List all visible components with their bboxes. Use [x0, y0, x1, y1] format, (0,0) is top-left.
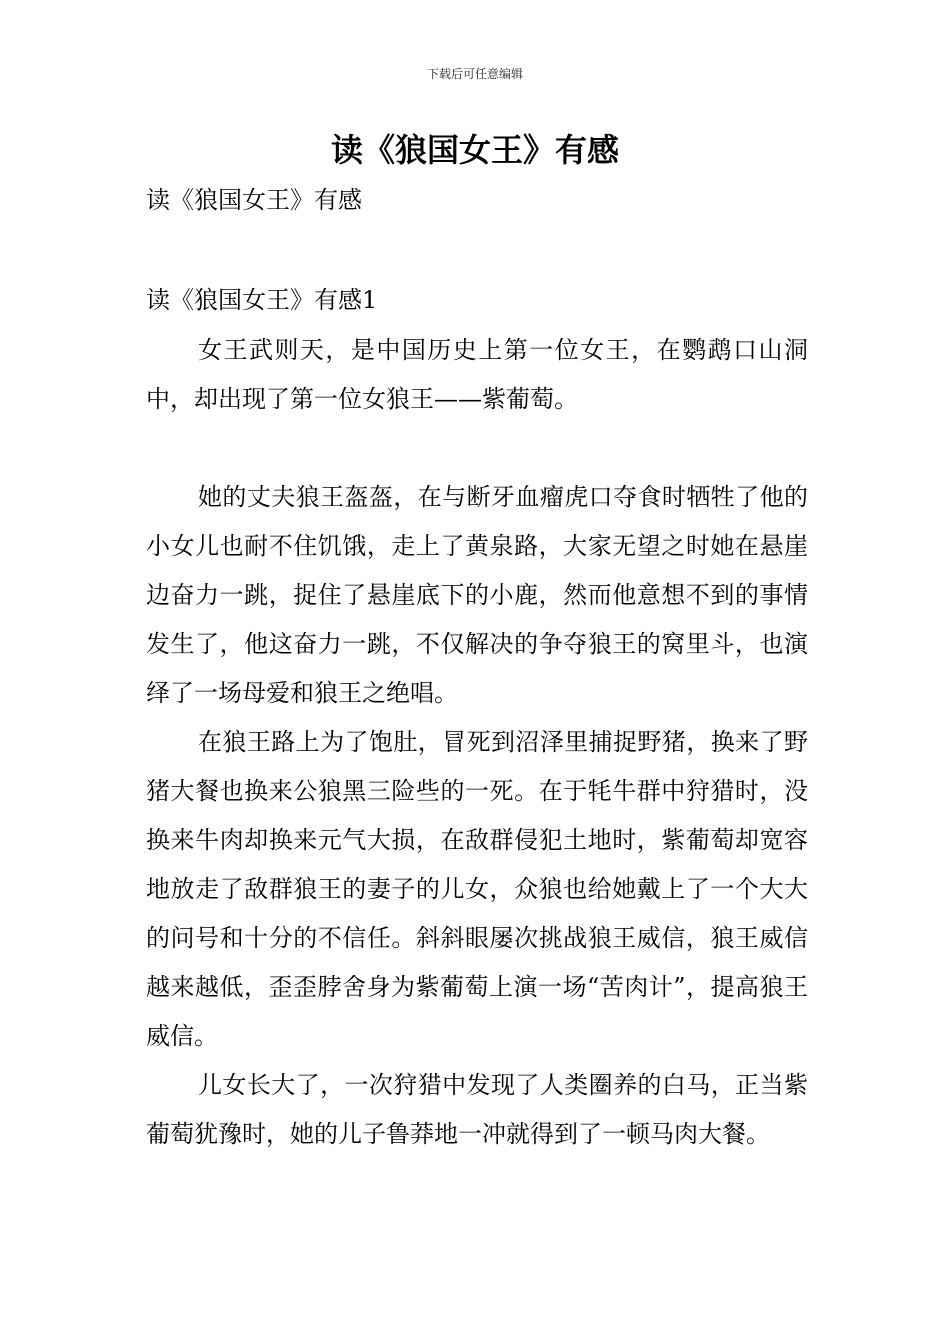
section-heading: 读《狼国女王》有感1 — [146, 286, 378, 314]
document-title: 读《狼国女王》有感 — [330, 131, 619, 169]
body-text — [146, 326, 808, 1159]
paragraph-3: 在狼王路上为了饱肚，冒死到沼泽里捕捉野猪，换来了野猪大餐也换来公狼黑三险些的一死。在于牦牛群中狩猎时，没换来牛肉却换来元气大损，在敌群侵犯土地时，紫葡萄却宽容地放走了敌群狼王的妻子的儿女，众狼也给她戴上了一个大大的问号和十分的不信任。斜斜眼屡次挑战狼王威信，狼王威信越来越低，歪歪脖舍身为紫葡萄上演一场“苦肉计”，提高狼王威信。 — [146, 728, 808, 1050]
paragraph-2: 她的丈夫狼王盔盔，在与断牙血瘤虎口夺食时牺牲了他的小女儿也耐不住饥饿，走上了黄泉路，大家无望之时她在悬崖边奋力一跳，捉住了悬崖底下的小鹿，然而他意想不到的事情发生了，他这奋力一跳，不仅解决的争夺狼王的窝里斗，也演绎了一场母爱和狼王之绝唱。 — [146, 483, 808, 707]
paragraph-gap — [146, 424, 808, 473]
header-note: 下载后可任意编辑 — [426, 67, 523, 81]
document-subtitle: 读《狼国女王》有感 — [146, 186, 362, 214]
paragraph-1: 女王武则天，是中国历史上第一位女王，在鹦鹉口山洞中，却出现了第一位女狼王——紫葡萄。 — [146, 336, 808, 413]
paragraph-4: 儿女长大了，一次狩猎中发现了人类圈养的白马，正当紫葡萄犹豫时，她的儿子鲁莽地一冲就得到了一顿马肉大餐。 — [146, 1071, 808, 1148]
